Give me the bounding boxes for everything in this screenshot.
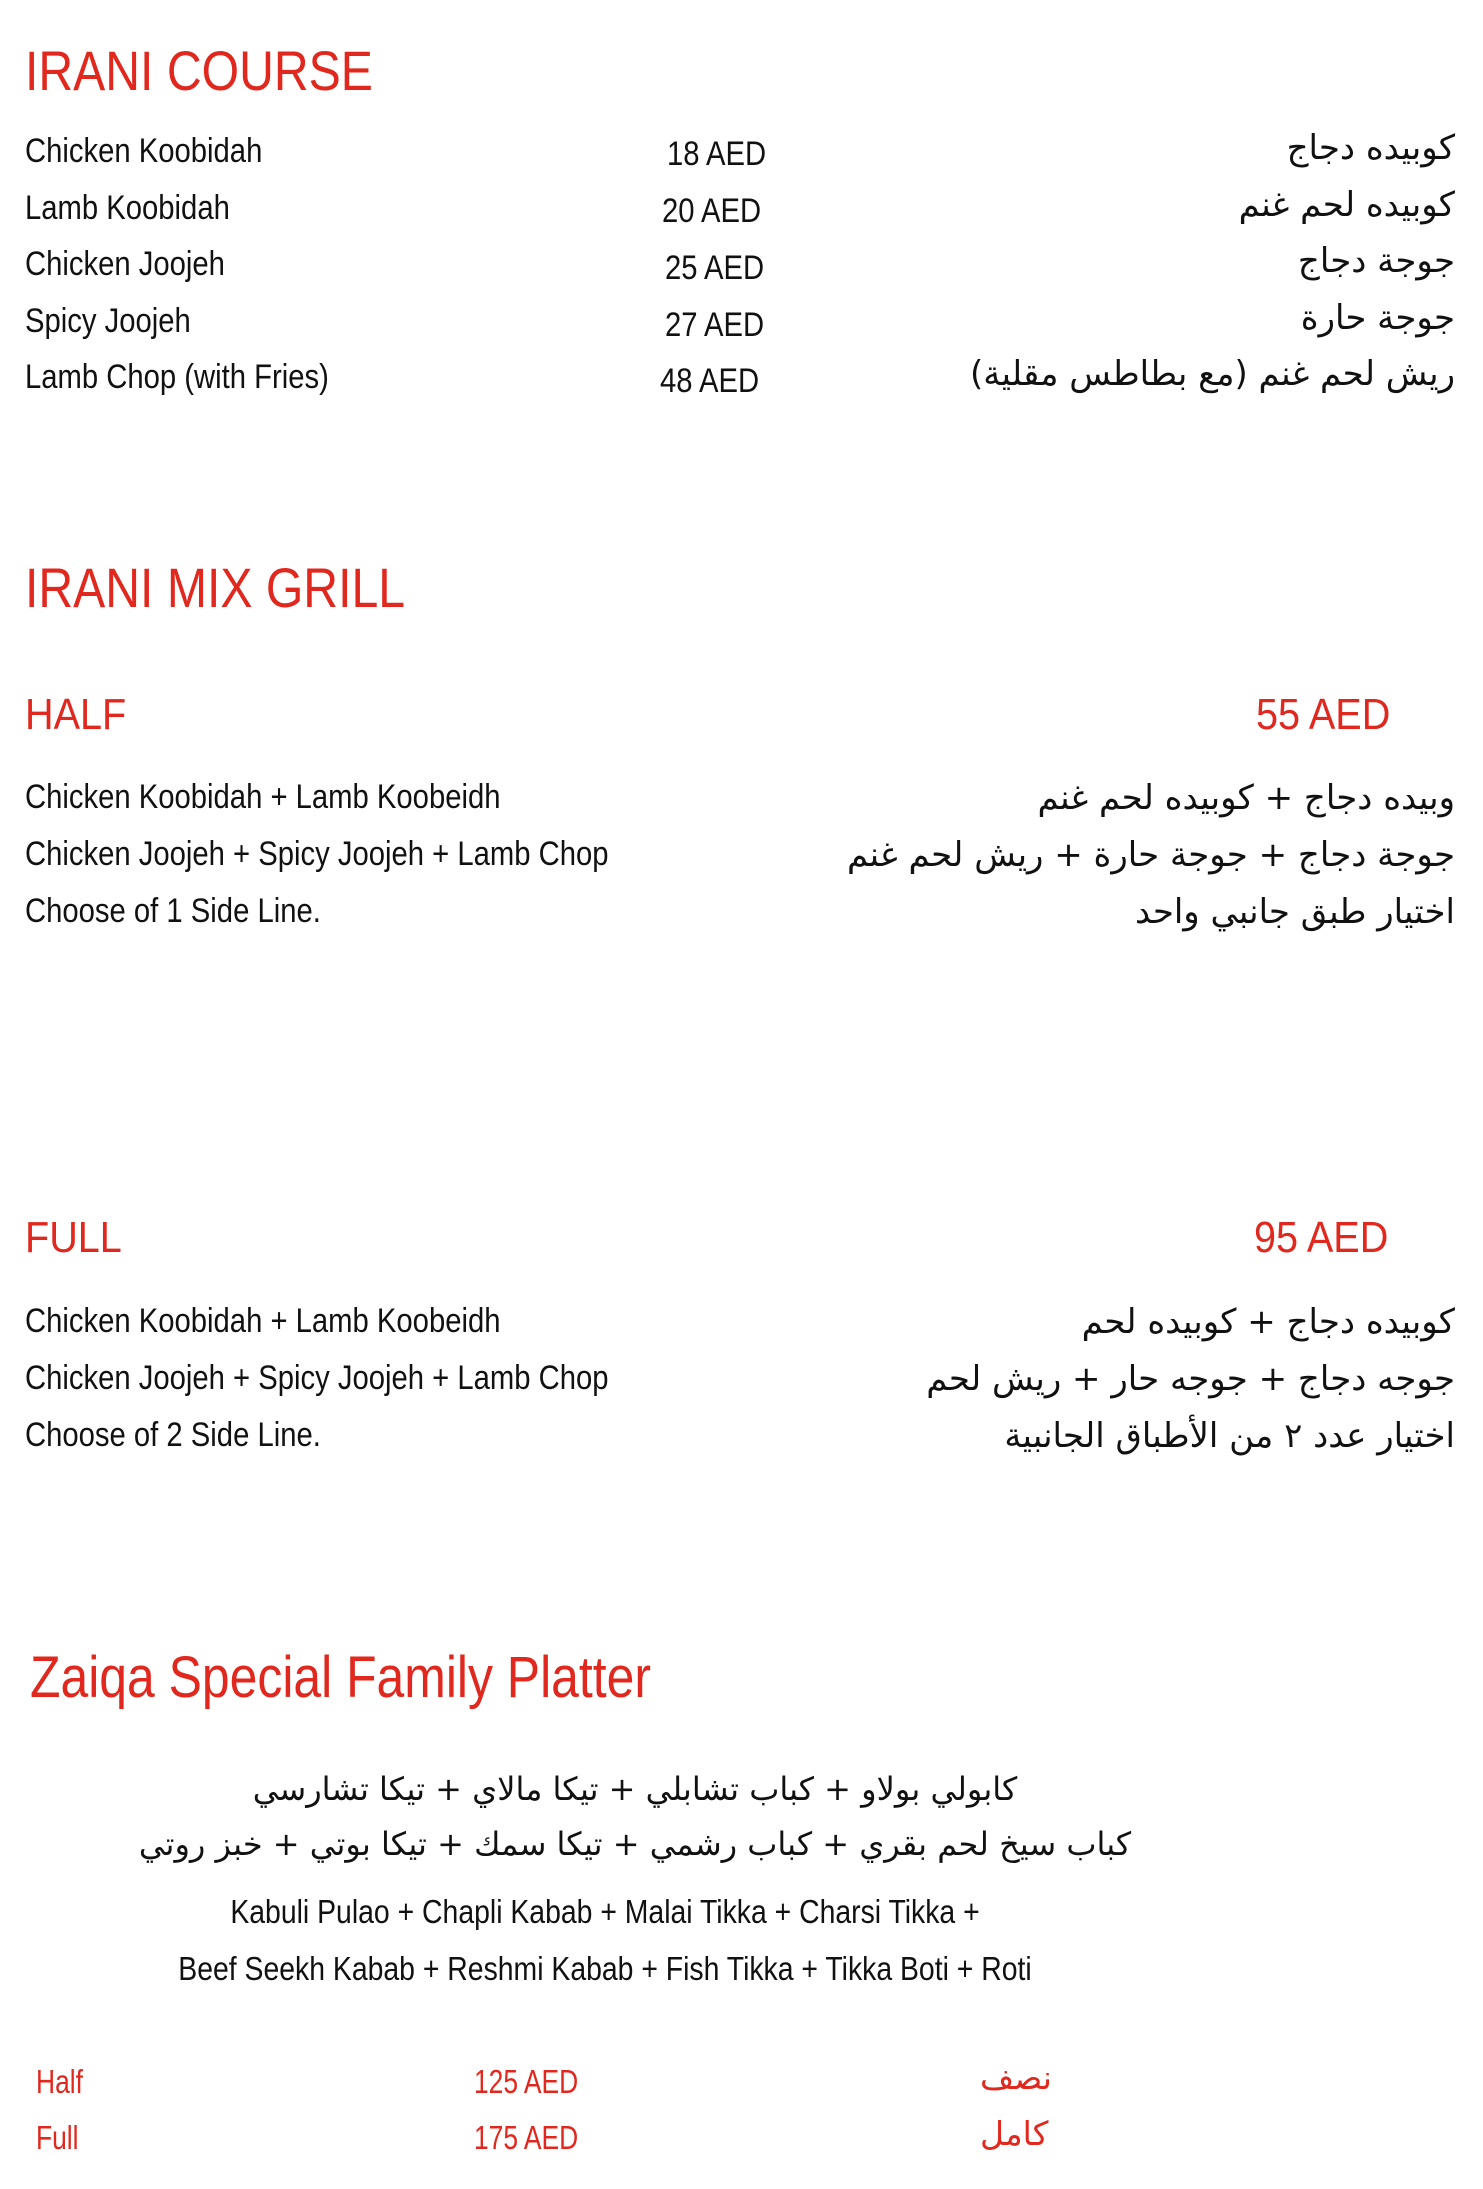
platter-half-price: 125 AED <box>474 2063 579 2100</box>
item-name: Chicken Koobidah <box>25 132 263 170</box>
platter-desc-ar-2: كباب سيخ لحم بقري + كباب رشمي + تيكا سمك + تيكا بوتي + خبز روتي <box>138 1825 1132 1863</box>
half-desc-en-2: Chicken Joojeh + Spicy Joojeh + Lamb Chop <box>25 835 609 873</box>
item-price: 18 AED <box>667 135 767 173</box>
platter-full-price: 175 AED <box>474 2119 579 2156</box>
half-label: HALF <box>25 690 127 739</box>
section-title-family-platter: Zaiqa Special Family Platter <box>30 1645 651 1710</box>
item-arabic-name: جوجة حارة <box>1300 298 1455 338</box>
item-arabic-name: جوجة دجاج <box>1297 241 1455 281</box>
half-desc-en-3: Choose of 1 Side Line. <box>25 892 321 930</box>
item-arabic-name: كوبيده دجاج <box>1286 128 1455 168</box>
platter-desc-en-2: Beef Seekh Kabab + Reshmi Kabab + Fish Tikka + Tikka Boti + Roti <box>178 1950 1032 1987</box>
item-name: Spicy Joojeh <box>25 302 191 340</box>
platter-desc-en-1: Kabuli Pulao + Chapli Kabab + Malai Tikka + Charsi Tikka + <box>230 1893 980 1930</box>
half-desc-ar-1: وبيده دجاج + كوبيده لحم غنم <box>1037 778 1455 818</box>
item-price: 25 AED <box>665 249 765 287</box>
item-name: Chicken Joojeh <box>25 245 225 283</box>
half-price: 55 AED <box>1256 690 1391 739</box>
platter-full-label: Full <box>36 2119 79 2156</box>
item-arabic-name: كوبيده لحم غنم <box>1238 185 1455 225</box>
full-desc-en-1: Chicken Koobidah + Lamb Koobeidh <box>25 1302 501 1340</box>
platter-half-label: Half <box>36 2063 83 2100</box>
half-desc-en-1: Chicken Koobidah + Lamb Koobeidh <box>25 778 501 816</box>
full-label: FULL <box>25 1213 122 1262</box>
full-desc-ar-2: جوجه دجاج + جوجه حار + ريش لحم <box>926 1359 1455 1399</box>
item-price: 48 AED <box>660 362 760 400</box>
platter-half-arabic: نصف <box>980 2058 1052 2097</box>
item-arabic-name: ريش لحم غنم (مع بطاطس مقلية) <box>970 354 1455 394</box>
half-desc-ar-3: اختيار طبق جانبي واحد <box>1134 892 1455 932</box>
item-price: 20 AED <box>662 192 762 230</box>
platter-desc-ar-1: كابولي بولاو + كباب تشابلي + تيكا مالاي + تيكا تشارسي <box>252 1770 1018 1808</box>
full-desc-ar-3: اختيار عدد ٢ من الأطباق الجانبية <box>1004 1416 1455 1456</box>
section-title-irani-mix-grill: IRANI MIX GRILL <box>25 556 406 619</box>
section-title-irani-course: IRANI COURSE <box>25 39 373 102</box>
full-price: 95 AED <box>1254 1213 1389 1262</box>
item-name: Lamb Chop (with Fries) <box>25 358 329 396</box>
item-price: 27 AED <box>665 306 765 344</box>
full-desc-en-2: Chicken Joojeh + Spicy Joojeh + Lamb Chop <box>25 1359 609 1397</box>
full-desc-en-3: Choose of 2 Side Line. <box>25 1416 321 1454</box>
half-desc-ar-2: جوجة دجاج + جوجة حارة + ريش لحم غنم <box>847 835 1455 875</box>
item-name: Lamb Koobidah <box>25 189 230 227</box>
platter-full-arabic: كامل <box>980 2114 1049 2153</box>
full-desc-ar-1: كوبيده دجاج + كوبيده لحم <box>1081 1302 1455 1342</box>
